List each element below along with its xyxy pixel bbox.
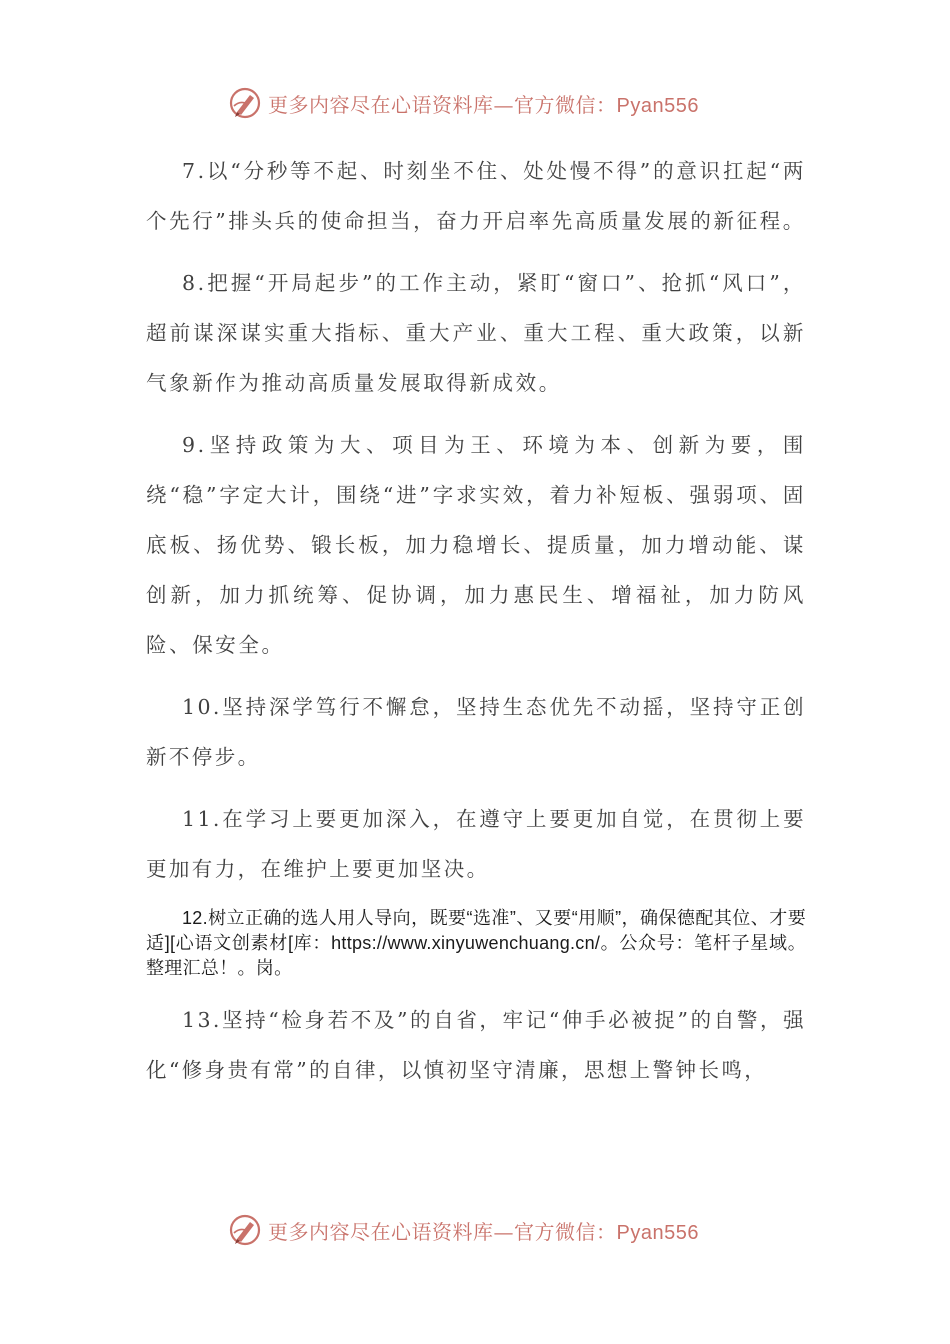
paragraph-8: 8.把握“开局起步”的工作主动，紧盯“窗口”、抢抓“风口”，超前谋深谋实重大指标、重大产业、重大工程、重大政策，以新气象新作为推动高质量发展取得新成效。 bbox=[146, 271, 806, 395]
paragraph-9: 9.坚持政策为大、项目为王、环境为本、创新为要，围绕“稳”字定大计，围绕“进”字求实效，着力补短板、强弱项、固底板、扬优势、锻长板，加力稳增长、提质量，加力增动能、谋创新，加力抓统筹、促协调，加力惠民生、增福祉，加力防风险、保安全。 bbox=[146, 433, 806, 657]
paragraph-11: 11.在学习上要更加深入，在遵守上要更加自觉，在贯彻上要更加有力，在维护上要更加坚决。 bbox=[146, 807, 806, 881]
banner-text: 更多内容尽在心语资料库—官方微信：Pyan556 bbox=[268, 1219, 699, 1244]
document-body bbox=[146, 146, 806, 1107]
paragraph-7: 7.以“分秒等不起、时刻坐不住、处处慢不得”的意识扛起“两个先行”排头兵的使命担当，奋力开启率先高质量发展的新征程。 bbox=[146, 159, 806, 233]
pen-logo-icon bbox=[228, 1213, 262, 1247]
paragraph-12: 12.树立正确的选人用人导向，既要“选准”、又要“用顺”，确保德配其位、才要适][心语文创素材[库：https://www.xinyuwenchuang.cn/。公众号：笔杆子星域。整理汇总！。岗。 bbox=[146, 908, 806, 978]
paragraph-13: 13.坚持“检身若不及”的自省，牢记“伸手必被捉”的自警，强化“修身贵有常”的自律，以慎初坚守清廉，思想上警钟长鸣， bbox=[146, 1008, 806, 1082]
banner-text: 更多内容尽在心语资料库—官方微信：Pyan556 bbox=[268, 92, 699, 117]
pen-logo-icon bbox=[228, 86, 262, 120]
wechat-id: Pyan556 bbox=[616, 1221, 699, 1244]
footer-banner bbox=[228, 1210, 748, 1250]
header-banner bbox=[228, 83, 748, 123]
paragraph-10: 10.坚持深学笃行不懈怠，坚持生态优先不动摇，坚持守正创新不停步。 bbox=[146, 695, 806, 769]
wechat-id: Pyan556 bbox=[616, 94, 699, 117]
